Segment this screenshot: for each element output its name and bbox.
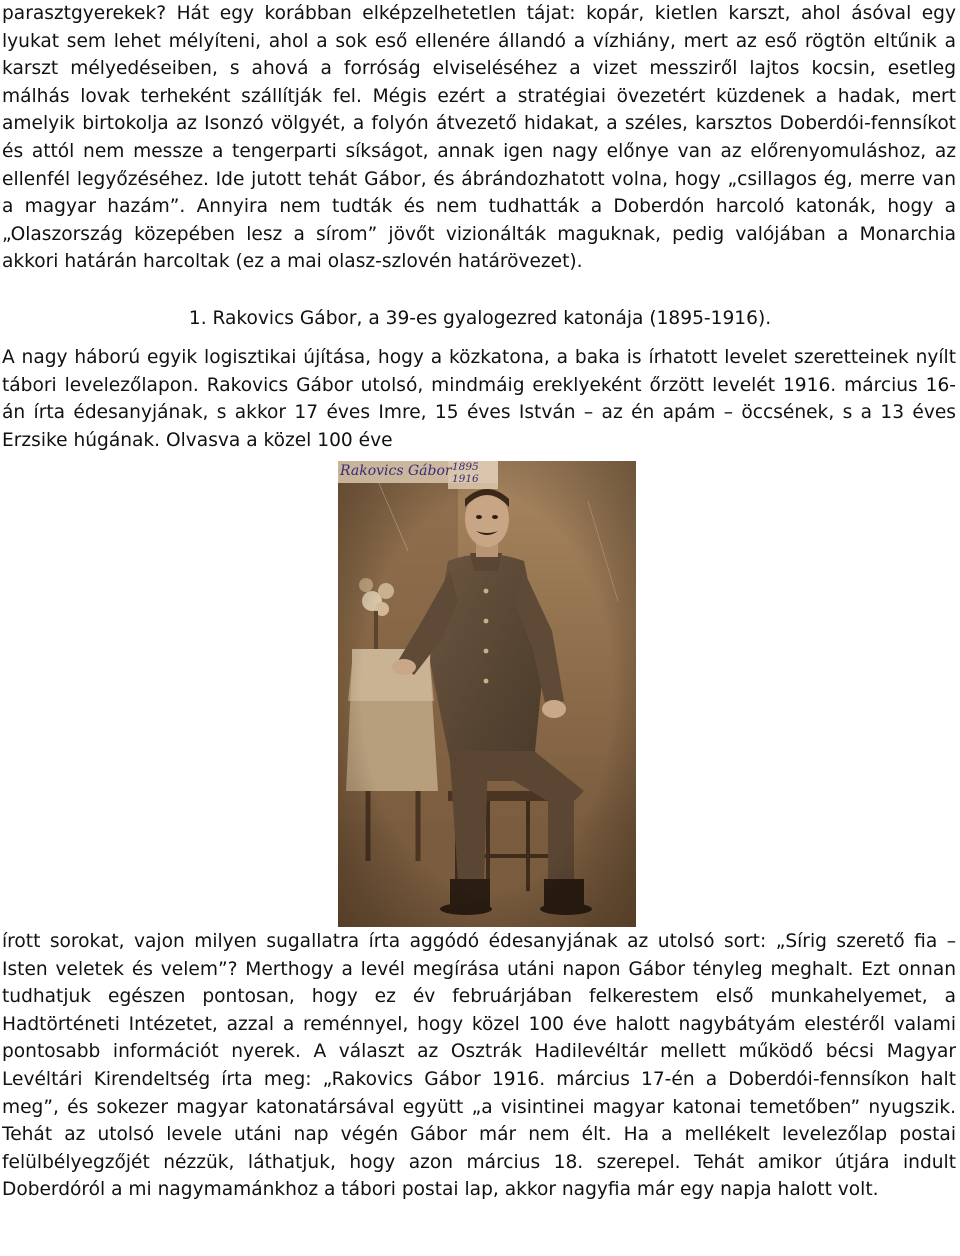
figure-caption: 1. Rakovics Gábor, a 39-es gyalogezred katonája (1895-1916).	[188, 308, 772, 329]
soldier-portrait-photo	[338, 461, 636, 927]
paragraph-1: parasztgyerekek? Hát egy korábban elképzelhetetlen tájat: kopár, kietlen karszt, ahol ásóval egy lyukat sem lehet mélyíteni, ahol a sok eső ellenére állandó a vízhiány, mert az eső rögtön eltűnik a karszt mélyedéseiben, s ahová a forróság elviseléséhez a vizet messziről lajtos kocsin, esetleg málhás lovak terheként szállítják fel. Mégis ezért a stratégiai övezetért küzdenek a hadak, mert amelyik birtokolja az Isonzó völgyét, a folyón átvezető hidakat, a széles, karsztos Doberdói-fennsíkot és attól nem messze a tengerparti síkságot, annak igen nagy előnye van az előrenyomuláshoz, az ellenfél legyőzéséhez. Ide jutott tehát Gábor, és ábrándozhatott volna, hogy „csillagos ég, merre van a magyar hazám”. Annyira nem tudták és nem tudhatták a Doberdón harcoló katonák, hogy a „Olaszország közepében lesz a sírom” jövőt vizionálták maguknak, pedig valójában a Monarchia akkori határán harcoltak (ez a mai olasz-szlovén határövezet).	[2, 3, 956, 273]
photo-inscription-name: Rakovics Gábor	[340, 463, 452, 479]
photo-inscription-years: 1895 1916	[452, 461, 479, 485]
portrait-illustration	[338, 461, 636, 927]
paragraph-2: A nagy háború egyik logisztikai újítása, hogy a közkatona, a baka is írhatott levelet szeretteinek nyílt tábori levelezőlapon. Rakovics Gábor utolsó, mindmáig ereklyeként őrzött levelét 1916. március 16-án írta édesanyjának, s akkor 17 éves Imre, 15 éves István – az én apám – öccsének, s a 13 éves Erzsike húgának. Olvasva a közel 100 éve	[2, 347, 956, 451]
paragraph-3: írott sorokat, vajon milyen sugallatra írta aggódó édesanyjának az utolsó sort: „Sírig szerető fia – Isten veletek és velem”? Merthogy a levél megírása utáni napon Gábor tényleg meghalt. Ezt onnan tudhatjuk egészen pontosan, hogy ez év februárjában felkerestem első munkahelyemet, a Hadtörténeti Intézetet, azzal a reménnyel, hogy közel 100 éve halott nagybátyám elestéről valami pontosabb információt nyerek. A választ az Osztrák Hadilevéltár mellett működő bécsi Magyar Levéltári Kirendeltség írta meg: „Rakovics Gábor 1916. március 17-én a Doberdói-fennsíkon halt meg”, és sokezer magyar katonatársával együtt „a visintinei magyar katonai temetőben” nyugszik. Tehát az utolsó levele utáni nap végén Gábor már nem élt. Ha a mellékelt levelezőlap postai felülbélyegzőjét nézzük, láthatjuk, hogy azon március 18. szerepel. Tehát amikor útjára indult Doberdóról a mi nagymamánkhoz a tábori postai lap, akkor nagyfia már egy napja halott volt.	[2, 931, 956, 1201]
